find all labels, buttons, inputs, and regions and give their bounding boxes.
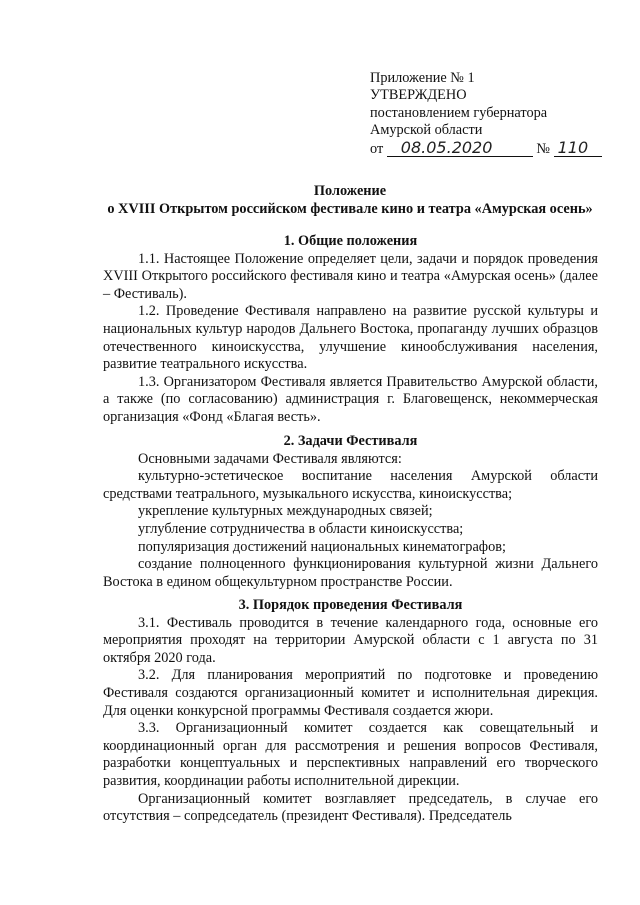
list-item: укрепление культурных международных связей;	[138, 503, 433, 520]
date-number-line	[370, 139, 610, 158]
list-item: создание полноценного функционирования культурной жизни Дальнего Востока в едином общекультурном пространстве России.	[103, 556, 598, 590]
section-procedure	[103, 597, 598, 826]
paragraph: 1.1. Настоящее Положение определяет цели, задачи и порядок проведения XVIII Открытого российского фестиваля кино и театра «Амурская осень» (далее – Фестиваль).	[103, 250, 598, 302]
list-item: культурно-эстетическое воспитание населения Амурской области средствами театрального, музыкального искусства, киноискусства;	[103, 468, 598, 502]
section-heading: 1. Общие положения	[283, 233, 418, 249]
list-item: популяризация достижений национальных кинематографов;	[138, 538, 506, 555]
handwritten-date: 08.05.2020	[387, 139, 533, 157]
list-item: углубление сотрудничества в области киноискусства;	[138, 520, 464, 537]
title-line-1: Положение	[313, 183, 387, 199]
document-title	[100, 183, 600, 218]
paragraph: Организационный комитет возглавляет председатель, в случае его отсутствия – сопредседатель (президент Фестиваля). Председатель	[103, 790, 598, 825]
approval-block	[370, 70, 610, 158]
approved-stamp: УТВЕРЖДЕНО	[370, 87, 467, 104]
paragraph: 1.3. Организатором Фестиваля является Правительство Амурской области, а также (по согласованию) администрация г. Благовещенск, некоммерческая организация «Фонд «Благая весть».	[103, 373, 598, 425]
paragraph: 3.3. Организационный комитет создается как совещательный и координационный орган для рассмотрения и решения вопросов Фестиваля, разработки концептуальных и перспективных направлений его творческого развития, координации работы исполнительной дирекции.	[103, 720, 598, 789]
title-line-2: о XVIII Открытом российском фестивале кино и театра «Амурская осень»	[107, 200, 593, 217]
section-heading: 2. Задачи Фестиваля	[283, 433, 418, 449]
paragraph: 3.2. Для планирования мероприятий по подготовке и проведению Фестиваля создаются организационный комитет и исполнительная дирекция. Для оценки конкурсной программы Фестиваля создается жюри.	[103, 667, 598, 719]
number-prefix: №	[536, 141, 551, 158]
approved-by-line: постановлением губернатора	[370, 104, 548, 121]
region-line: Амурской области	[370, 121, 483, 138]
paragraph: Основными задачами Фестиваля являются:	[138, 450, 402, 467]
section-general-provisions	[103, 233, 598, 427]
handwritten-number: 110	[554, 139, 602, 157]
paragraph: 3.1. Фестиваль проводится в течение календарного года, основные его мероприятия проходят на территории Амурской области с 1 августа по 31 октября 2020 года.	[103, 614, 598, 666]
paragraph: 1.2. Проведение Фестиваля направлено на развитие русской культуры и национальных культур народов Дальнего Востока, пропаганду лучших образцов отечественного киноискусства, улучшение кинообслуживания населения, развитие театрального искусства.	[103, 303, 598, 373]
section-heading: 3. Порядок проведения Фестиваля	[238, 597, 463, 613]
appendix-number: Приложение № 1	[370, 70, 475, 86]
section-festival-tasks	[103, 433, 598, 591]
date-prefix: от	[370, 141, 384, 158]
